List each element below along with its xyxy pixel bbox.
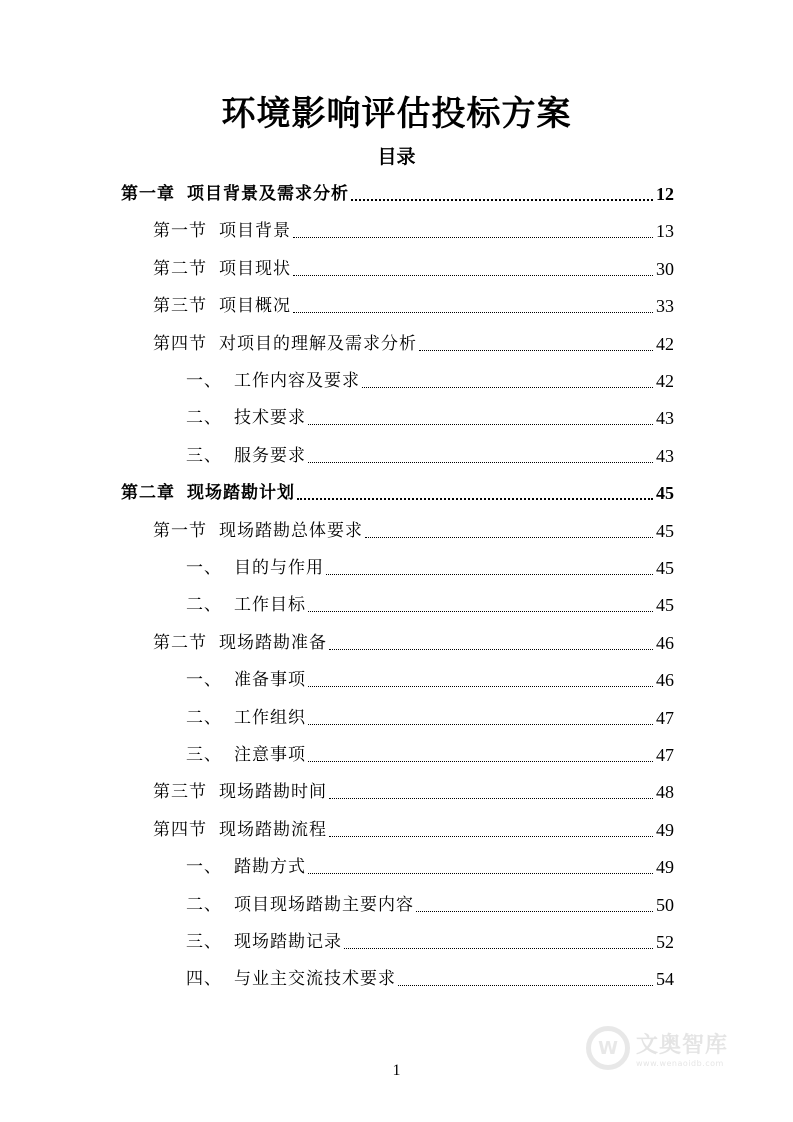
toc-entry-label bbox=[186, 742, 308, 768]
toc-entry-number: 第二节 bbox=[153, 259, 207, 279]
toc-entry-number: 三、 bbox=[186, 932, 222, 952]
toc-entry[interactable] bbox=[186, 705, 674, 731]
toc-entry[interactable] bbox=[186, 368, 674, 394]
toc-entry-number: 一、 bbox=[186, 857, 222, 877]
toc-entry-text: 工作目标 bbox=[234, 595, 306, 615]
toc-entry-page: 43 bbox=[656, 408, 674, 428]
toc-entry-text: 服务要求 bbox=[234, 446, 306, 466]
toc-entry-label bbox=[186, 854, 308, 880]
toc-dot-leader bbox=[308, 462, 653, 463]
toc-entry-text: 现场踏勘总体要求 bbox=[219, 521, 363, 541]
toc-entry-page: 45 bbox=[656, 483, 674, 503]
page-number: 1 bbox=[392, 1062, 401, 1079]
toc-entry-label bbox=[186, 667, 308, 693]
toc-entry-page: 47 bbox=[656, 708, 674, 728]
toc-dot-leader bbox=[308, 424, 653, 425]
watermark-url: www.wenaoidb.com bbox=[636, 1059, 724, 1068]
toc-entry-number: 第三节 bbox=[153, 782, 207, 802]
toc-entry-page: 49 bbox=[656, 857, 674, 877]
toc-entry-number: 四、 bbox=[186, 969, 222, 989]
toc-dot-leader bbox=[308, 761, 653, 762]
document-title: 环境影响评估投标方案 bbox=[221, 94, 572, 134]
toc-entry-text: 注意事项 bbox=[234, 745, 306, 765]
toc-entry-text: 现场踏勘时间 bbox=[219, 782, 327, 802]
toc-entry-text: 与业主交流技术要求 bbox=[234, 969, 396, 989]
toc-entry-label bbox=[186, 705, 308, 731]
toc-dot-leader bbox=[398, 985, 653, 986]
toc-entry-page: 45 bbox=[656, 558, 674, 578]
toc-entry-label bbox=[186, 405, 308, 431]
toc-entry-page: 42 bbox=[656, 371, 674, 391]
toc-entry[interactable] bbox=[186, 929, 674, 955]
toc-entry-page: 45 bbox=[656, 595, 674, 615]
toc-entry-page: 46 bbox=[656, 670, 674, 690]
toc-entry-text: 目的与作用 bbox=[234, 558, 324, 578]
toc-dot-leader bbox=[308, 611, 653, 612]
toc-entry-label bbox=[186, 966, 398, 992]
toc-entry-number: 二、 bbox=[186, 408, 222, 428]
toc-entry-number: 第一节 bbox=[153, 221, 207, 241]
toc-entry[interactable] bbox=[186, 555, 674, 581]
toc-entry-label bbox=[186, 929, 344, 955]
toc-entry-page: 50 bbox=[656, 895, 674, 915]
toc-entry-number: 第二章 bbox=[121, 483, 175, 503]
toc-entry-number: 一、 bbox=[186, 670, 222, 690]
toc-entry-number: 二、 bbox=[186, 595, 222, 615]
toc-entry-number: 二、 bbox=[186, 708, 222, 728]
toc-entry-number: 第四节 bbox=[153, 334, 207, 354]
toc-entry-text: 现场踏勘准备 bbox=[219, 633, 327, 653]
toc-entry[interactable] bbox=[186, 854, 674, 880]
toc-entry[interactable] bbox=[186, 667, 674, 693]
toc-dot-leader bbox=[365, 537, 653, 538]
toc-entry-label bbox=[121, 480, 297, 506]
toc-entry-label bbox=[153, 630, 329, 656]
toc-dot-leader bbox=[308, 724, 653, 725]
toc-entry[interactable] bbox=[153, 779, 674, 805]
toc-entry-number: 三、 bbox=[186, 745, 222, 765]
toc-entry-page: 30 bbox=[656, 259, 674, 279]
toc-entry-text: 对项目的理解及需求分析 bbox=[219, 334, 417, 354]
toc-entry[interactable] bbox=[153, 630, 674, 656]
toc-entry-text: 项目背景 bbox=[219, 221, 291, 241]
toc-entry-page: 42 bbox=[656, 334, 674, 354]
toc-entry[interactable] bbox=[121, 181, 674, 207]
toc-entry-label bbox=[186, 592, 308, 618]
toc-entry-number: 第四节 bbox=[153, 820, 207, 840]
toc-entry[interactable] bbox=[153, 817, 674, 843]
toc-dot-leader bbox=[419, 350, 653, 351]
toc-dot-leader bbox=[329, 836, 653, 837]
toc-entry-label bbox=[121, 181, 351, 207]
toc-entry-page: 48 bbox=[656, 782, 674, 802]
toc-entry-text: 技术要求 bbox=[234, 408, 306, 428]
toc-entry-label bbox=[153, 218, 293, 244]
toc-entry-label bbox=[153, 331, 419, 357]
watermark-name: 文奥智库 bbox=[636, 1033, 729, 1058]
toc-dot-leader bbox=[344, 948, 653, 949]
toc-heading: 目录 bbox=[377, 146, 416, 168]
toc-entry[interactable] bbox=[186, 592, 674, 618]
toc-entry[interactable] bbox=[153, 518, 674, 544]
toc-entry-label bbox=[153, 518, 365, 544]
toc-entry-label bbox=[186, 443, 308, 469]
toc-entry-label bbox=[186, 555, 326, 581]
toc-entry-text: 现场踏勘计划 bbox=[187, 483, 295, 503]
toc-entry-text: 项目现状 bbox=[219, 259, 291, 279]
toc-entry-text: 现场踏勘流程 bbox=[219, 820, 327, 840]
toc-entry-page: 12 bbox=[656, 184, 674, 204]
toc-entry-page: 43 bbox=[656, 446, 674, 466]
toc-entry[interactable] bbox=[186, 892, 674, 918]
toc-entry-text: 项目背景及需求分析 bbox=[187, 184, 349, 204]
toc-entry-label bbox=[186, 368, 362, 394]
toc-entry-label bbox=[153, 293, 293, 319]
toc-dot-leader bbox=[329, 649, 653, 650]
toc-dot-leader bbox=[326, 574, 653, 575]
toc-entry-number: 三、 bbox=[186, 446, 222, 466]
toc-entry-number: 第一节 bbox=[153, 521, 207, 541]
toc-entry-label bbox=[186, 892, 416, 918]
toc-dot-leader bbox=[362, 387, 653, 388]
toc-entry-text: 项目概况 bbox=[219, 296, 291, 316]
toc-entry[interactable] bbox=[186, 742, 674, 768]
toc-entry-page: 47 bbox=[656, 745, 674, 765]
toc-entry[interactable] bbox=[153, 331, 674, 357]
toc-entry[interactable] bbox=[153, 293, 674, 319]
toc-entry[interactable] bbox=[153, 218, 674, 244]
toc-entry-number: 第一章 bbox=[121, 184, 175, 204]
toc-entry-number: 第三节 bbox=[153, 296, 207, 316]
toc-entry-page: 52 bbox=[656, 932, 674, 952]
toc-entry-number: 一、 bbox=[186, 371, 222, 391]
toc-entry[interactable] bbox=[186, 405, 674, 431]
toc-entry-label bbox=[153, 779, 329, 805]
toc-dot-leader bbox=[308, 686, 653, 687]
toc-entry-page: 45 bbox=[656, 521, 674, 541]
toc-entry-text: 工作组织 bbox=[234, 708, 306, 728]
toc-entry[interactable] bbox=[186, 443, 674, 469]
toc-dot-leader bbox=[351, 199, 653, 201]
toc-dot-leader bbox=[329, 798, 653, 799]
toc-dot-leader bbox=[293, 237, 653, 238]
toc-entry-number: 二、 bbox=[186, 895, 222, 915]
toc-entry-text: 准备事项 bbox=[234, 670, 306, 690]
toc-entry-page: 33 bbox=[656, 296, 674, 316]
toc-dot-leader bbox=[308, 873, 653, 874]
toc-dot-leader bbox=[416, 911, 653, 912]
toc-entry-text: 踏勘方式 bbox=[234, 857, 306, 877]
toc-entry[interactable] bbox=[121, 480, 674, 506]
toc-entry-label bbox=[153, 256, 293, 282]
toc-entry-page: 13 bbox=[656, 221, 674, 241]
toc-entry[interactable] bbox=[186, 966, 674, 992]
toc-dot-leader bbox=[297, 498, 653, 500]
toc-dot-leader bbox=[293, 312, 653, 313]
watermark-logo-icon: W bbox=[586, 1026, 630, 1070]
toc-entry-label bbox=[153, 817, 329, 843]
toc-entry-text: 工作内容及要求 bbox=[234, 371, 360, 391]
toc-entry-text: 现场踏勘记录 bbox=[234, 932, 342, 952]
toc-entry-page: 49 bbox=[656, 820, 674, 840]
toc-entry-number: 第二节 bbox=[153, 633, 207, 653]
toc-entry-number: 一、 bbox=[186, 558, 222, 578]
toc-dot-leader bbox=[293, 275, 653, 276]
toc-entry[interactable] bbox=[153, 256, 674, 282]
toc-entry-page: 54 bbox=[656, 969, 674, 989]
toc-entry-text: 项目现场踏勘主要内容 bbox=[234, 895, 414, 915]
toc-entry-page: 46 bbox=[656, 633, 674, 653]
